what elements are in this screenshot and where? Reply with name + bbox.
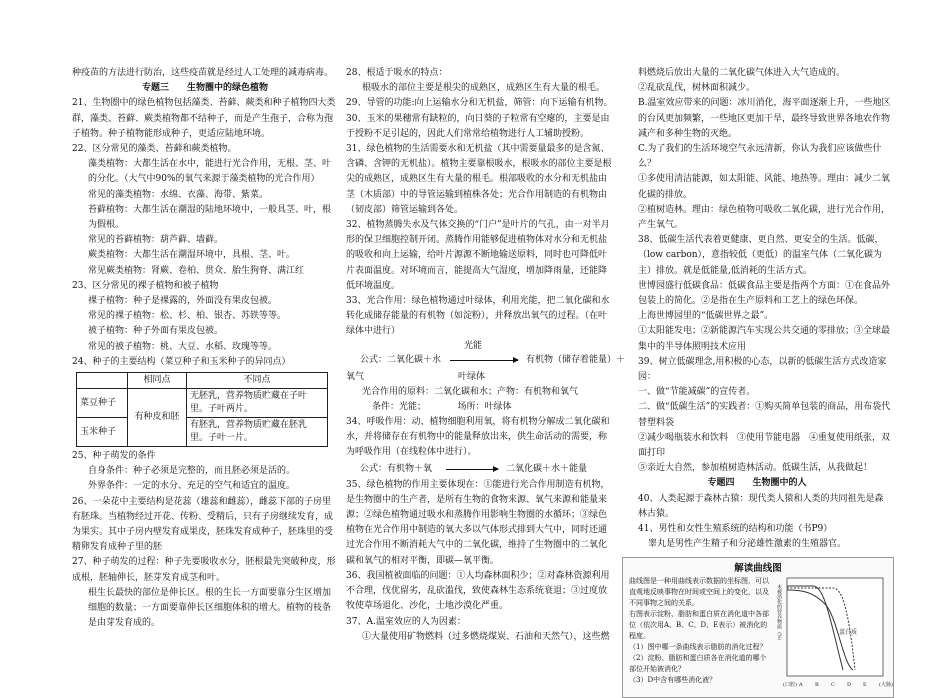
external-conditions: 外界条件：一定的水分、充足的空气和适宜的温度。 — [88, 481, 296, 492]
paragraph-29: 29、导管的功能:向上运输水分和无机盐，筛管：向下运输有机物。 — [346, 98, 613, 109]
x-tick-label: A — [799, 681, 803, 688]
figure-intro: 曲线图是一种用曲线表示数据的坐标图，可以直观地反映事物在时间或空间上的变化，以及不同事物之间的关系。 — [629, 576, 769, 607]
chart-ylabel: 未被消化的营养物质（%） — [776, 583, 782, 644]
table-cell-same: 有种皮和胚 — [128, 389, 187, 447]
formula-reactants: 公式：有机物＋氧 — [360, 463, 433, 474]
digestion-chart — [773, 574, 893, 694]
paragraph-26: 26、一朵花中主要结构是花蕊（雄蕊和雌蕊），雌蕊下部的子房里有胚珠。当植物经过开花、传粉、受精后，只有子房继续发育，成为果实。其中子房内壁发育成果皮，胚珠发育成种子，胚珠里的受精卵发育成种子里的胚 — [72, 496, 334, 553]
x-tick-label: (大肠) — [879, 681, 893, 688]
column-middle — [346, 66, 626, 645]
table-row-label: 玉米种子 — [77, 418, 128, 447]
moss-examples: 常见的苔藓植物：葫芦藓、墙藓。 — [88, 235, 224, 246]
action-2-end: ⑤亲近大自然，参加植树造林活动。低碳生活，从我做起！ — [638, 463, 873, 474]
internal-conditions: 自身条件：种子必须是完整的，而且胚必须是活的。 — [88, 466, 296, 477]
formula-line-2 — [346, 370, 614, 385]
table-cell-diff: 无胚乳，营养物质贮藏在子叶里。子叶两片。 — [187, 389, 328, 418]
paragraph-41: 41、男性和女性生殖系统的结构和功能（书P9） — [638, 524, 833, 535]
action-2: 二、做“低碳生活”的实践者：①购买简单包装的商品，用布袋代替塑料袋 — [638, 402, 891, 428]
testis-text: 睾丸是男性产生精子和分泌雄性激素的生殖器官。 — [648, 539, 847, 550]
figure-q1: （1）图中哪一条曲线表示脂肪的消化过程？ — [629, 642, 767, 651]
chart-frame — [787, 578, 883, 676]
paragraph-31: 31、绿色植物的生活需要水和无机盐（其中需要量最多的是含氮、含磷、含钾的无机盐）。植物主要靠根吸水，根吸水的部位主要是根尖的成熟区，成熟区生有大量的根毛。根部吸收的水分和无机盐由茎（木质部）中的导管运输到植株各处；光合作用制造的有机物由（韧皮部）筛管运输到各处。 — [346, 144, 612, 215]
answer-1: ①多使用清洁能源，如太阳能、风能、地热等。理由：减少二氧化碳的排放。 — [638, 174, 891, 200]
photosynthesis-conditions: 条件：光能； 场所：叶绿体 — [372, 401, 512, 412]
photosynthesis-materials: 光合作用的原料：二氧化碳和水；产物：有机物和氧气 — [362, 386, 579, 397]
formula-site: 叶绿体 — [458, 371, 486, 382]
gymnosperm-examples: 常见的裸子植物：松、杉、柏、银杏、苏铁等等。 — [88, 311, 287, 322]
column-left — [72, 66, 338, 632]
paragraph-34: 34、呼吸作用：动、植物细胞利用氧，将有机物分解成二氧化碳和水，并将储存在有机物中的能量释放出来，供生命活动的需要，称为呼吸作用（在线粒体中进行）。 — [346, 417, 610, 458]
x-tick-label: (口腔) — [783, 681, 797, 688]
table-header-same: 相同点 — [128, 373, 187, 389]
chart-xlabels — [783, 681, 893, 688]
x-tick-label: E — [863, 681, 867, 688]
greenhouse-cause-2: ②乱砍乱伐，树林面积减少。 — [638, 83, 756, 94]
paragraph-23: 23、区分常见的裸子植物和被子植物 — [72, 280, 219, 291]
paragraph-32: 32、植物蒸腾失水及气体交换的“门户”是叶片的气孔，由一对半月形的保卫细胞控制开闭。蒸腾作用能够促进植物体对水分和无机盐的吸收和向上运输，给叶片源源不断地输送原料，同时也可降低叶片表面温度。对环境而言，能提高大气湿度，增加降雨量，还能降低环境温度。 — [346, 220, 610, 291]
table-row-label: 菜豆种子 — [77, 389, 128, 418]
paragraph-39: 39、树立低碳理念,用积极的心态，以新的低碳生活方式改造家园： — [638, 356, 887, 383]
formula-products: 二氧化碳＋水＋能量 — [506, 463, 588, 474]
column-right — [622, 66, 892, 698]
gymnosperm-text: 裸子植物：种子是裸露的，外面没有果皮包被。 — [88, 296, 278, 307]
figure-text — [629, 576, 769, 686]
section-heading-3: 专题三 生物圈中的绿色植物 — [141, 83, 268, 94]
figure-q3: （3）D中含有哪些消化液？ — [629, 675, 717, 684]
paragraph-37: 37、A.温室效应的人为因素： — [346, 616, 466, 627]
root-growth-text: 根生长最快的部位是伸长区。根的生长一方面要靠分生区增加细胞的数量；一方面要靠伸长区细胞体积的增大。植物的枝条是由芽发育成的。 — [88, 587, 332, 629]
figure-desc: 右图表示淀粉、脂肪和蛋白质在消化道中各部位（依次用A、B、C、D、E表示）被消化的程度。 — [629, 609, 769, 640]
reaction-arrow — [446, 469, 498, 470]
paragraph-22: 22、区分常见的藻类、苔藓和蕨类植物。 — [72, 144, 237, 155]
respiration-formula — [346, 461, 614, 478]
greenhouse-effects: B.温室效应带来的问题：冰川消化，海平面逐渐上升，一些地区的台风更加频繁，一些地区更加干旱，最终导致世界各地农作物减产和多种生物的灭绝。 — [638, 98, 891, 139]
table-corner — [77, 373, 128, 389]
greenhouse-cause-1: ①大量使用矿物燃料（过多燃烧煤炭、石油和天然气），这些燃 — [362, 631, 610, 642]
table-header-diff: 不同点 — [187, 373, 328, 389]
fern-text: 蕨类植物：大都生活在潮湿环境中，具根、茎、叶。 — [88, 250, 296, 261]
paragraph-24: 24、种子的主要结构（菜豆种子和玉米种子的异同点） — [72, 356, 291, 367]
paragraph-35: 35、绿色植物的作用主要体现在：①能进行光合作用制造有机物，是生物圈中的生产者，是所有生物的食物来源、氧气来源和能量来源；②绿色植物通过吸水和蒸腾作用影响生物圈的水循环；③绿色植物在光合作用中制造的氧大多以气体形式排到大气中，同时还通过光合作用不断消耗大气中的二氧化碳，维持了生物圈中的二氧化碳和氧气的相对平衡，即碳—氧平衡。 — [346, 479, 610, 566]
paragraph: 种疫苗的方法进行防治，这些疫苗就是经过人工处理的减毒病毒。 — [72, 68, 334, 78]
paragraph-38: 38、低碳生活代表着更健康、更自然、更安全的生活。低碳，（low carbon），意指较低（更低）的温室气体（二氧化碳为主）排放。就是低能量,低消耗的生活方式。 — [638, 235, 884, 276]
action-1: 一、做“节能减碳”的宣传者。 — [638, 387, 756, 398]
angiosperm-examples: 常见的被子植物：桃、大豆、水稻、玫瑰等等。 — [88, 341, 278, 352]
table-cell-diff: 有胚乳，营养物质贮藏在胚乳里。子叶一片。 — [187, 418, 328, 447]
figure-title: 解读曲线图 — [734, 562, 782, 574]
root-absorption-text: 根吸水的部位主要是根尖的成熟区，成熟区生有大量的根毛。 — [362, 83, 606, 94]
paragraph-40: 40、人类起源于森林古猿：现代类人猿和人类的共同祖先是森林古猿。 — [638, 493, 884, 519]
section-heading-4: 专题四 生物圈中的人 — [707, 478, 807, 489]
formula-condition: 光能 — [464, 340, 483, 351]
digestion-curve-figure — [622, 557, 894, 698]
paragraph-30: 30、玉米的果穗常有缺粒的，向日葵的子粒常有空瘪的，主要是由于授粉不足引起的，因此人们常常给植物进行人工辅助授粉。 — [346, 113, 610, 139]
fern-examples: 常见蕨类植物：肾蕨、卷柏、贯众、胎生狗脊、满江红 — [88, 265, 305, 276]
figure-q2: （2）淀粉、脂肪和蛋白质各在消化道的哪个部位开始被消化？ — [629, 653, 767, 673]
expo-items: ①太阳能发电；②新能源汽车实现公共交通的零排放；③全球最集中的半导体照明技术应用 — [638, 326, 891, 352]
formula-products: 有机物（储存着能量）＋ — [526, 354, 626, 365]
curve-label: 蛋白质 — [839, 628, 858, 636]
expo-low-carbon: 上海世博园里的“低碳世界之最”。 — [638, 311, 774, 322]
paragraph-28: 28、根适于吸水的特点： — [346, 68, 448, 78]
algae-examples: 常见的藻类植物：水绵、衣藻、海带、紫菜。 — [88, 189, 269, 200]
x-tick-label: C — [831, 681, 835, 688]
photosynthesis-formula — [346, 340, 626, 370]
paragraph-21: 21、生物圈中的绿色植物包括藻类、苔藓、蕨类和种子植物四大类群，藻类、苔藓、蕨类植物都不结种子，而是产生孢子，合称为孢子植物。种子植物能形成种子，更适应陆地环境。 — [72, 98, 336, 139]
paragraph-27: 27、种子萌发的过程：种子先要吸收水分，胚根最先突破种皮，形成根，胚轴伸长，胚芽发育成茎和叶。 — [72, 557, 336, 583]
angiosperm-text: 被子植物：种子外面有果皮包被。 — [88, 326, 224, 337]
moss-text: 苔藓植物：大都生活在潮湿的陆地环境中，一般具茎、叶，根为假根。 — [88, 204, 332, 231]
formula-tail: 氧气 — [346, 371, 365, 382]
x-tick-label: B — [815, 681, 819, 688]
algae-text: 藻类植物：大都生活在水中，能进行光合作用，无根、茎、叶的分化。（大气中90%的氧气来源于藻类植物的光合作用） — [88, 159, 332, 185]
low-carbon-food: 世博园盛行低碳食品：低碳食品主要是指两个方面：①在食品外包装上的简化。②是指在生产原料和工艺上的绿色环保。 — [638, 280, 891, 307]
greenhouse-question: C.为了我们的生活环境空气永远清新，你认为我们应该做些什么？ — [638, 144, 882, 170]
paragraph-25: 25、种子萌发的条件 — [72, 451, 156, 462]
action-2-cont: ②减少喝瓶装水和饮料 ③使用节能电器 ④重复使用纸张，双面打印 — [638, 432, 891, 459]
formula-reactants: 公式：二氧化碳＋水 — [360, 354, 442, 365]
paragraph-33: 33、光合作用：绿色植物通过叶绿体，利用光能，把二氧化碳和水转化成储存能量的有机物（如淀粉），并释放出氧气的过程。（在叶绿体中进行） — [346, 296, 610, 337]
reaction-arrow — [450, 360, 518, 361]
answer-2: ②植树造林。理由：绿色植物可吸收二氧化碳，进行光合作用，产生氧气。 — [638, 204, 891, 231]
greenhouse-cause-1-cont: 料燃烧后放出大量的二氧化碳气体进入大气造成的。 — [638, 68, 846, 78]
paragraph-36: 36、我国植被面临的问题：①人均森林面积少；②对森林资源利用不合理，伐优留劣，乱砍滥伐，致使森林生态系统衰退；③过度放牧使草场退化、沙化，土地沙漠化严重。 — [346, 570, 610, 612]
x-tick-label: D — [847, 681, 852, 688]
seed-comparison-table — [76, 372, 328, 447]
